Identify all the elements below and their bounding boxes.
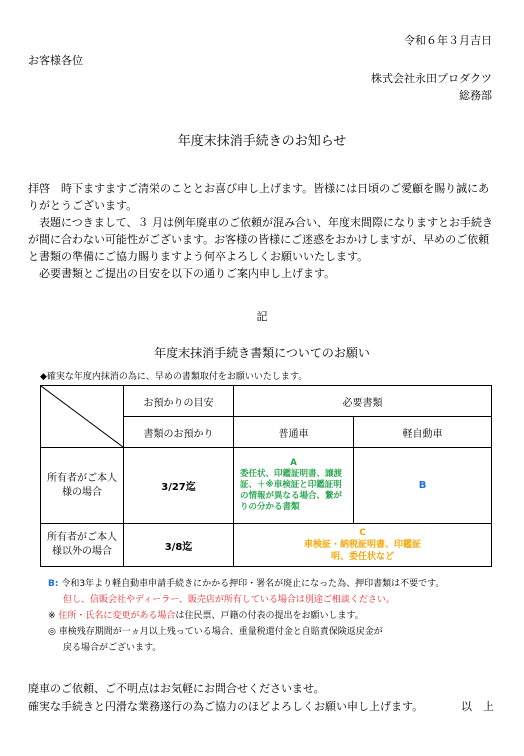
recipient: お客様各位 [28, 54, 83, 67]
greeting-body [28, 180, 498, 282]
note-refund-line2: 戻る場合がございます。 [63, 643, 162, 653]
mark-c: C [359, 528, 366, 538]
header-required-docs: 必要書類 [234, 386, 492, 417]
note-circle-mark: ◎ [48, 627, 56, 637]
footer-line-1: 廃車のご依頼、ご不明点はお気軽にお問合せくださいませ。 [28, 682, 325, 695]
note-b-line1 [48, 576, 444, 592]
deadline-owner-other: 3/8迄 [124, 524, 234, 567]
closing-ijou: 以 上 [461, 700, 494, 713]
row-label-owner-self: 所有者がご本人様の場合 [41, 448, 124, 524]
note-refund-text1: 車検残存期間が一ヵ月以上残っている場合、重量税還付金と自賠責保険返戻金が [58, 627, 383, 637]
note-b-mark: B: [48, 579, 59, 589]
row-label-owner-other: 所有者がご本人様以外の場合 [41, 524, 124, 567]
docs-c-text: 車検証・納税証明書、印鑑証明、委任状など [304, 540, 422, 562]
note-b-text1: 令和3年より軽自動車申請手続きにかかる押印・署名が廃止になった為、押印書類は不要です。 [61, 579, 445, 589]
table-note: ◆確実な年度内抹消の為に、早めの書類取付をお願いいたします。 [40, 372, 308, 382]
mark-a: A [290, 458, 297, 468]
header-normal-car: 普通車 [234, 417, 354, 448]
note-address-rest: は住民票、戸籍の付表の提出をお願いします。 [175, 611, 364, 621]
deadline-owner-self: 3/27迄 [124, 448, 234, 524]
docs-normal-owner-self [234, 448, 354, 524]
docs-owner-other [234, 524, 492, 567]
header-doc-receipt: 書類のお預かり [124, 417, 234, 448]
department-name: 総務部 [459, 89, 492, 102]
note-address-change [48, 608, 444, 624]
requirements-table [40, 385, 492, 567]
mark-b: B [354, 448, 492, 524]
docs-a-text: 委任状、印鑑証明書、譲渡証、＋※車検証と印鑑証明の情報が異なる場合、繋がりの分かる書類 [240, 469, 343, 512]
note-refund-line1 [48, 624, 444, 640]
note-asterisk-mark: ※ [48, 611, 56, 621]
paragraph-guide: 必要書類とご提出の目安を以下の通りご案内申し上げます。 [39, 267, 336, 280]
paragraph-greeting: 拝啓 時下ますますご清栄のこととお喜び申し上げます。皆様には日頃のご愛顧を賜り誠にありがとうございます。 [28, 182, 490, 212]
header-kei-car: 軽自動車 [354, 417, 492, 448]
document-title: 年度末抹消手続きのお知らせ [177, 134, 347, 149]
note-b-line2: 但し、信販会社やディーラー、販売店が所有している場合は別途ご相談ください。 [63, 595, 395, 605]
ki-mark: 記 [256, 310, 268, 323]
notes-section [48, 576, 444, 656]
table-row-owner-self [41, 448, 492, 524]
document-date: 令和６年３月吉日 [404, 34, 492, 47]
table-row-owner-other [41, 524, 492, 567]
note-address-red: 住所・氏名に変更がある場合 [58, 611, 176, 621]
diagonal-corner-cell [41, 386, 124, 448]
table-subtitle: 年度末抹消手続き書類についてのお願い [154, 346, 370, 360]
table-header-row-1 [41, 386, 492, 417]
paragraph-request: 表題につきまして、３ 月は例年廃車のご依頼が混み合い、年度末間際になりますとお手続きが間に合わない可能性がございます。お客様の皆様にご迷惑をおかけしますが、早めのご依頼と書類の準備にご協力賜りますよう何卒よろしくお願いいたします。 [28, 216, 494, 263]
footer-line-2: 確実な手続きと円滑な業務遂行の為ご協力のほどよろしくお願い申し上げます。 [28, 700, 424, 713]
header-target: お預かりの目安 [124, 386, 234, 417]
diagonal-line [41, 386, 123, 447]
company-name: 株式会社永田プロダクツ [371, 72, 492, 85]
